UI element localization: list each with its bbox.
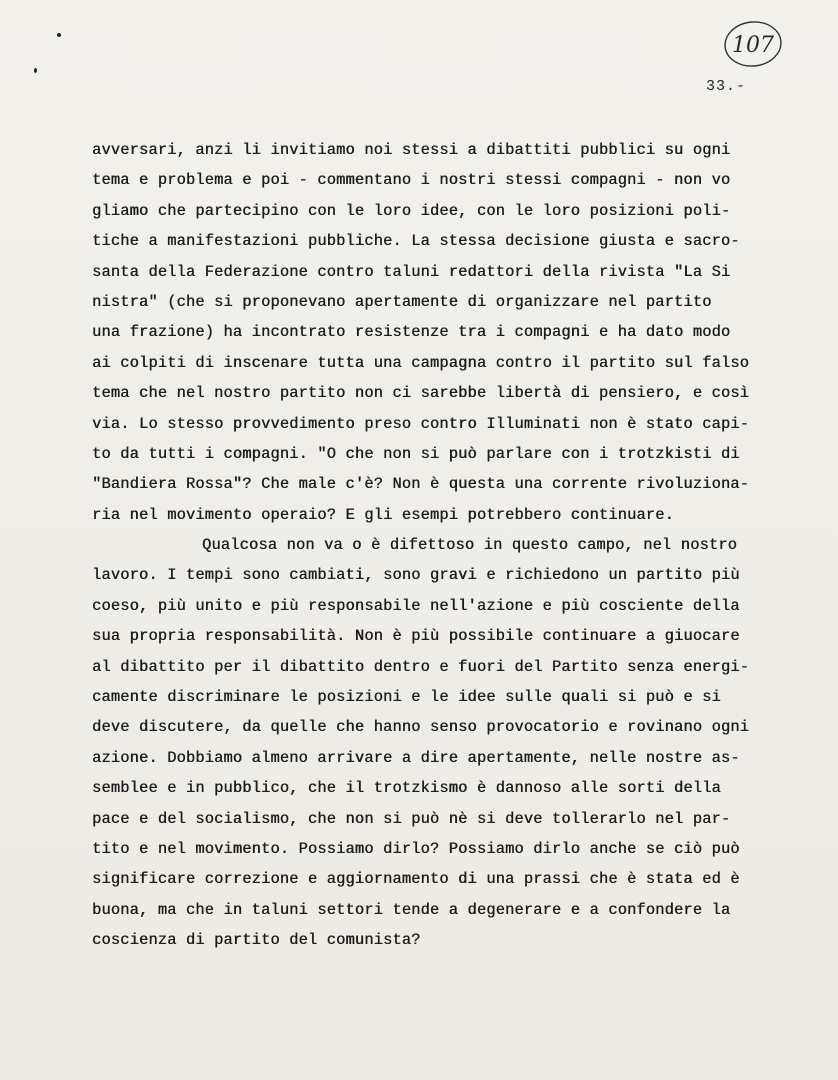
text-line: sua propria responsabilità. Non è più possibile continuare a giuocare [92,627,740,646]
text-line: semblee e in pubblico, che il trotzkismo è dannoso alle sorti della [92,779,721,798]
text-line: nistra" (che si proponevano apertamente di organizzare nel partito [92,292,712,311]
handwritten-folio-number [722,18,784,70]
text-line: avversari, anzi li invitiamo noi stessi a dibattiti pubblici su ogni [92,141,731,159]
text-line: lavoro. I tempi sono cambiati, sono gravi e richiedono un partito più [92,566,740,585]
text-line: una frazione) ha incontrato resistenze tra i compagni e ha dato modo [92,323,731,342]
paper-speck [57,33,61,37]
text-line: al dibattito per il dibattito dentro e fuori del Partito senza energi- [92,657,750,676]
text-line: santa della Federazione contro taluni redattori della rivista "La Si [92,262,731,281]
text-line: Qualcosa non va o è difettoso in questo campo, nel nostro [202,536,737,555]
text-line: deve discutere, da quelle che hanno senso provocatorio e rovinano ogni [92,718,750,737]
text-line: ria nel movimento operaio? E gli esempi potrebbero continuare. [92,505,674,524]
text-line: tema e problema e poi - commentano i nostri stessi compagni - non vo [92,171,731,190]
text-line: azione. Dobbiamo almeno arrivare a dire apertamente, nelle nostre as- [92,748,740,767]
text-line: "Bandiera Rossa"? Che male c'è? Non è questa una corrente rivoluziona- [92,475,750,494]
text-line: pace e del socialismo, che non si può nè si deve tollerarlo nel par- [92,809,731,828]
text-line: tema che nel nostro partito non ci sarebbe libertà di pensiero, e così [92,384,750,403]
page-number: 33.- [706,78,747,95]
text-line: buona, ma che in taluni settori tende a degenerare e a confondere la [92,900,731,919]
text-line: to da tutti i compagni. "O che non si può parlare con i trotzkisti di [92,444,740,463]
text-line: ai colpiti di inscenare tutta una campagna contro il partito sul falso [92,353,750,372]
text-line: via. Lo stesso provvedimento preso contro Illuminati non è stato capi- [92,414,750,433]
text-line: gliamo che partecipino con le loro idee, con le loro posizioni poli- [92,201,731,220]
folio-number-text: 107 [732,33,774,58]
text-line: significare correzione e aggiornamento di una prassi che è stata ed è [92,870,740,889]
typewritten-body [92,135,792,956]
text-line: camente discriminare le posizioni e le idee sulle quali si può e si [92,688,721,707]
paper-speck [34,68,37,73]
text-line: tito e nel movimento. Possiamo dirlo? Possiamo dirlo anche se ciò può [92,839,740,858]
text-line: coeso, più unito e più responsabile nell'azione e più cosciente della [92,596,740,615]
text-line: coscienza di partito del comunista? [92,931,421,950]
text-line: tiche a manifestazioni pubbliche. La stessa decisione giusta e sacro- [92,232,740,251]
